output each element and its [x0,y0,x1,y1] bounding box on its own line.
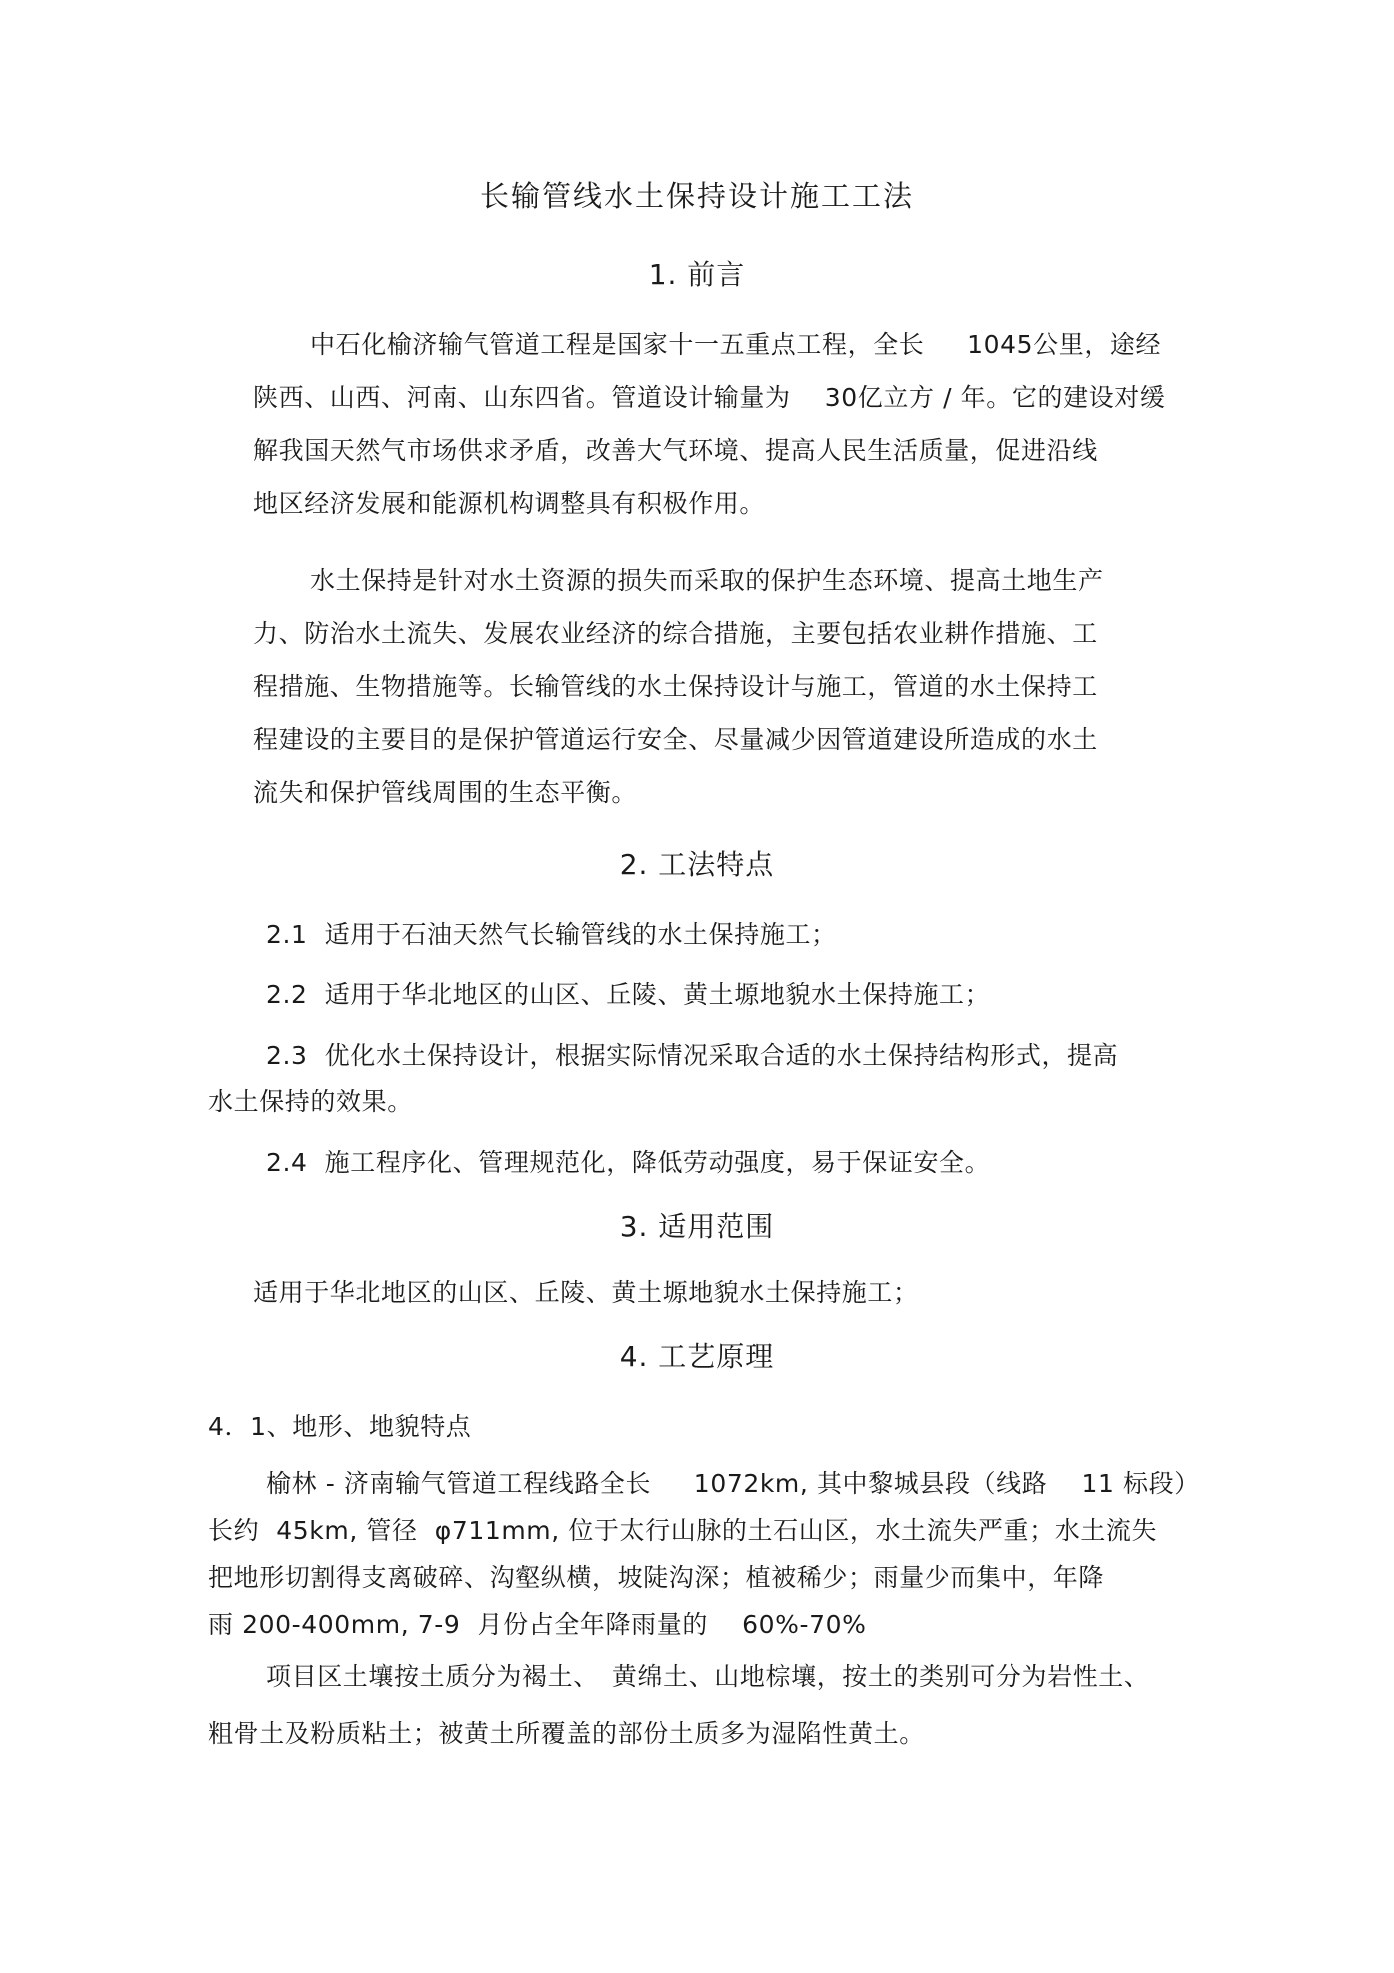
section-4-heading: 4. 工艺原理 [619,1340,775,1373]
s1-p1-line-4: 地区经济发展和能源机构调整具有积极作用。 [253,489,766,518]
s1-p2-line-2: 力、防治水土流失、发展农业经济的综合措施，主要包括农业耕作措施、工 [253,619,1098,648]
s1-p1-line-3: 解我国天然气市场供求矛盾，改善大气环境、提高人民生活质量，促进沿线 [253,436,1098,465]
s1-p2-line-4: 程建设的主要目的是保护管道运行安全、尽量减少因管道建设所造成的水土 [253,725,1098,754]
section-1-heading: 1. 前言 [648,258,746,291]
s1-p1-line-2: 陕西、山西、河南、山东四省。管道设计输量为 30亿立方 / 年。它的建设对缓 [253,383,1166,412]
s4-p2-line-1: 项目区土壤按土质分为褐土、 黄绵土、山地棕壤，按土的类别可分为岩性土、 [266,1662,1150,1691]
s2-item-2-1: 2.1 适用于石油天然气长输管线的水土保持施工； [266,920,837,949]
document-title: 长输管线水土保持设计施工工法 [479,179,914,213]
s2-item-2-3: 2.3 优化水土保持设计，根据实际情况采取合适的水土保持结构形式，提高 [266,1041,1119,1070]
s4-p1-line-3: 把地形切割得支离破碎、沟壑纵横，坡陡沟深；植被稀少；雨量少而集中，年降 [208,1563,1105,1592]
s1-p2-line-3: 程措施、生物措施等。长输管线的水土保持设计与施工，管道的水土保持工 [253,672,1098,701]
s1-p2-line-5: 流失和保护管线周围的生态平衡。 [253,778,638,807]
section-2-heading: 2. 工法特点 [619,848,775,881]
s1-p2-line-1: 水土保持是针对水土资源的损失而采取的保护生态环境、提高土地生产 [310,566,1104,595]
s3-text: 适用于华北地区的山区、丘陵、黄土塬地貌水土保持施工； [253,1278,919,1307]
s2-item-2-2: 2.2 适用于华北地区的山区、丘陵、黄土塬地貌水土保持施工； [266,980,991,1009]
s1-p1-line-1: 中石化榆济输气管道工程是国家十一五重点工程，全长 1045公里，途经 [310,330,1162,359]
s4-subheading: 4．1、地形、地貌特点 [208,1412,472,1441]
s2-item-2-3-cont: 水土保持的效果。 [208,1087,413,1116]
s2-item-2-4: 2.4 施工程序化、管理规范化，降低劳动强度，易于保证安全。 [266,1148,991,1177]
section-3-heading: 3. 适用范围 [619,1210,775,1243]
s4-p2-line-2: 粗骨土及粉质粘土；被黄土所覆盖的部份土质多为湿陷性黄土。 [208,1719,925,1748]
s4-p1-line-2: 长约 45km, 管径 φ711mm, 位于太行山脉的土石山区，水土流失严重；水土流失 [208,1516,1158,1545]
s4-p1-line-4: 雨 200-400mm, 7-9 月份占全年降雨量的 60%-70% [208,1610,867,1639]
s4-p1-line-1: 榆林 - 济南输气管道工程线路全长 1072km, 其中黎城县段（线路 11 标段） [266,1469,1200,1498]
